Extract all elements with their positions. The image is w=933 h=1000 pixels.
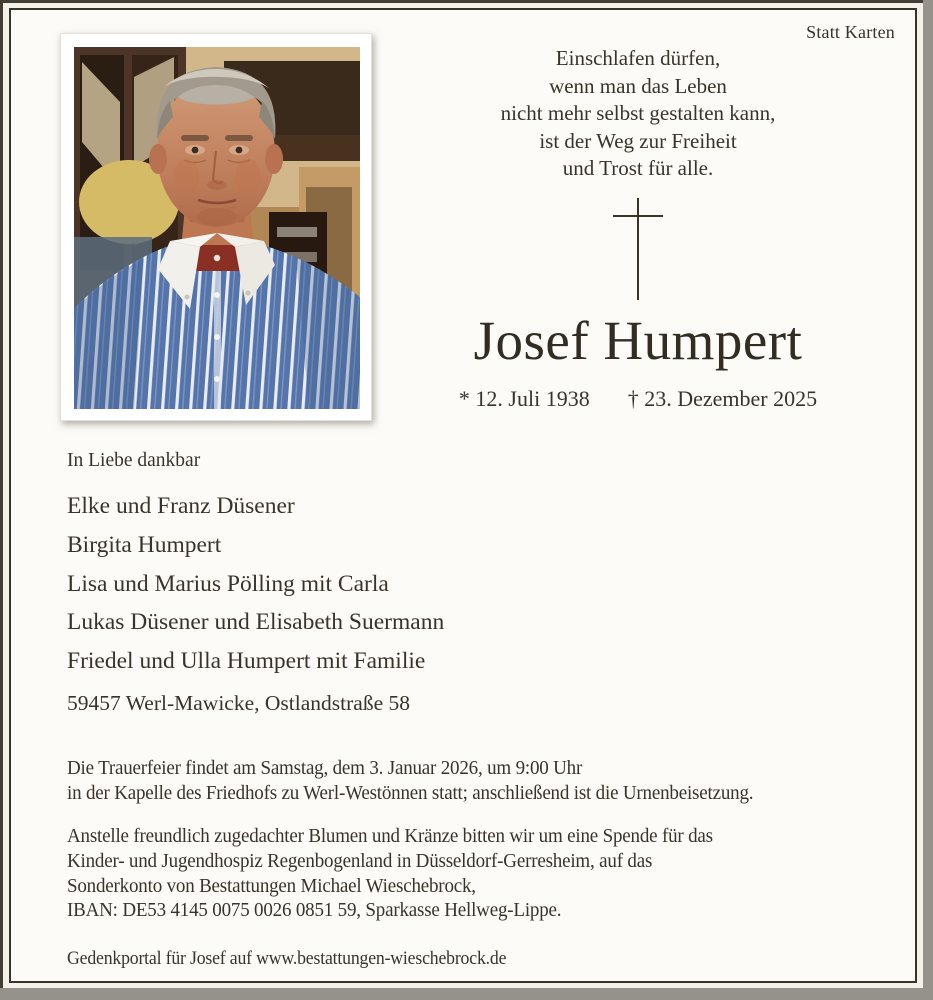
- poem-line: und Trost für alle.: [562, 156, 714, 180]
- funeral-service-info: [67, 756, 894, 806]
- mourner-name: Lisa und Marius Pölling mit Carla: [67, 570, 389, 597]
- mourner-name: Friedel und Ulla Humpert mit Familie: [67, 648, 426, 675]
- donation-line: Anstelle freundlich zugedachter Blumen und Kränze bitten wir um eine Spende für das: [67, 825, 713, 847]
- birth-date: * 12. Juli 1938: [458, 386, 590, 411]
- donation-info: [67, 824, 894, 923]
- memorial-portal-line: Gedenkportal für Josef auf www.bestattungen-wieschebrock.de: [67, 949, 507, 969]
- mourners-intro: In Liebe dankbar: [67, 450, 201, 471]
- poem-line: wenn man das Leben: [549, 73, 727, 98]
- deceased-name: Josef Humpert: [473, 309, 803, 371]
- statt-karten-label: Statt Karten: [806, 22, 895, 42]
- mourner-name: Lukas Düsener und Elisabeth Suermann: [67, 609, 445, 636]
- portrait-illustration: [74, 47, 360, 409]
- poem-line: Einschlafen dürfen,: [555, 46, 721, 70]
- mourner-name: Elke und Franz Düsener: [67, 493, 295, 519]
- home-address: 59457 Werl-Mawicke, Ostlandstraße 58: [67, 691, 410, 715]
- life-dates: [395, 386, 881, 412]
- donation-line: Sonderkonto von Bestattungen Michael Wieschebrock,: [67, 874, 476, 897]
- poem-line: ist der Weg zur Freiheit: [539, 128, 737, 153]
- cross-icon: [611, 198, 665, 300]
- service-line: Die Trauerfeier findet am Samstag, dem 3. Januar 2026, um 9:00 Uhr: [67, 757, 583, 779]
- notice-header-column: [395, 45, 881, 412]
- poem-line: nicht mehr selbst gestalten kann,: [500, 101, 776, 125]
- mourner-name: Birgita Humpert: [67, 531, 222, 558]
- donation-line: IBAN: DE53 4145 0075 0026 0851 59, Sparkasse Hellweg-Lippe.: [67, 899, 562, 922]
- portrait-photo: [60, 33, 372, 421]
- donation-line: Kinder- und Jugendhospiz Regenbogenland in Düsseldorf-Gerresheim, auf das: [67, 849, 653, 872]
- death-date: † 23. Dezember 2025: [627, 386, 818, 411]
- poem: [395, 45, 881, 183]
- cross-vertical-bar: [637, 198, 639, 300]
- service-line: in der Kapelle des Friedhofs zu Werl-Westönnen statt; anschließend ist die Urnenbeisetzung.: [67, 781, 754, 804]
- mourners-section: [67, 450, 444, 681]
- cross-horizontal-bar: [613, 215, 663, 217]
